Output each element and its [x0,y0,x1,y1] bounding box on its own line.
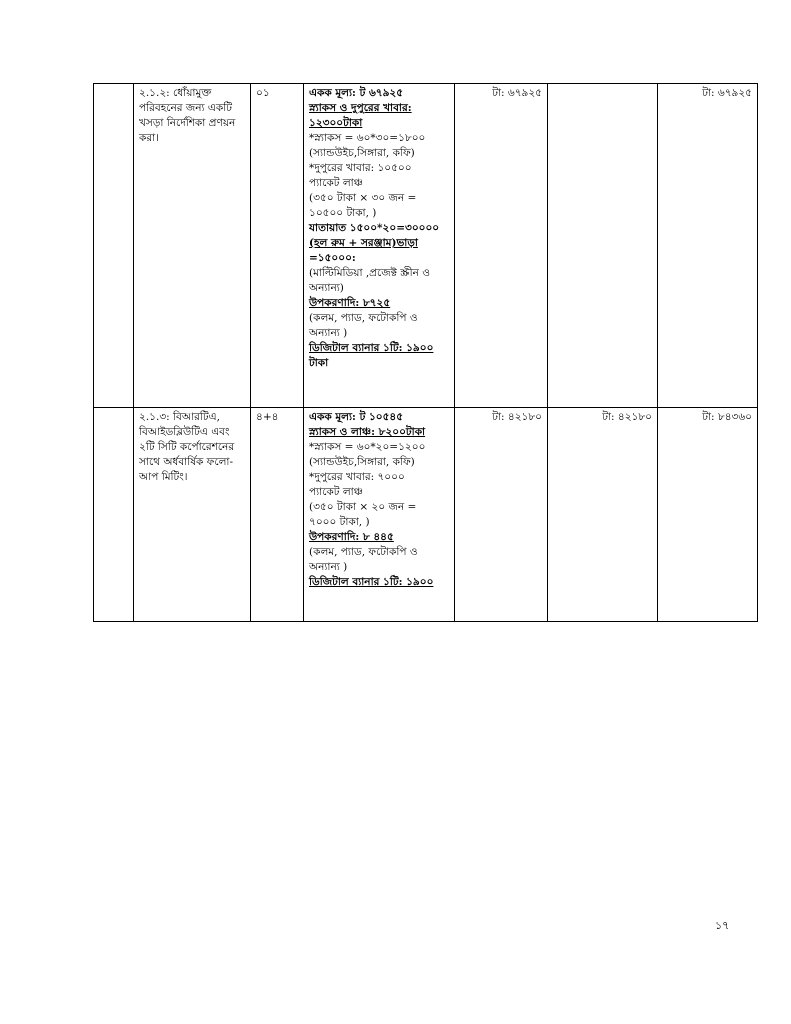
cost-line: অন্যান্য) [309,282,344,294]
cost-line: স্ন্যাকস ও লাঞ্চ: ৮২০০টাকা [309,426,426,438]
cost-line: ডিজিটাল ব্যানার ১টি: ১৯০০ [309,576,434,588]
amount-cell-2 [548,84,658,408]
cost-line: যাতায়াত ১৫০০*২০=৩০০০০ [309,222,440,234]
cost-line: ডিজিটাল ব্যানার ১টি: ১৯০০ [309,342,434,354]
cost-line: প্যাকেট লাঞ্চ [309,486,363,498]
amount-cell-2: টা: ৪২১৮০ [548,408,658,622]
cost-line: উপকরণাদি: ৮৭২৫ [309,297,391,309]
cost-line: =১৫০০০: [309,252,356,264]
activity-cell: ২.১.৩: বিআরটিএ, বিআইডব্লিউটিএ এবং ২টি সিটি কর্পোরেশনের সাথে অর্ধবার্ষিক ফলো-আপ মিটিং। [134,408,251,622]
cost-line: টাকা [309,357,329,369]
table-row [94,84,758,408]
cost-line: *স্ন্যাকস = ৬০*২০=১২০০ [309,441,426,453]
cost-line: ১০৫০০ টাকা, ) [309,207,377,219]
cost-line: একক মূল্য: ট ১০৫৪৫ [309,411,404,423]
cost-line: অন্যান্য ) [309,327,348,339]
table-row [94,408,758,622]
cost-line: ৭০০০ টাকা, ) [309,516,370,528]
serial-cell [94,408,134,622]
cost-line: (হল রুম + সরঞ্জাম)ভাড়া [309,237,418,249]
cost-line: ১২৩০০টাকা [309,117,363,129]
cost-line: উপকরণাদি: ৮ ৪৪৫ [309,531,394,543]
budget-table [93,83,758,622]
cost-line: (স্যান্ডউইচ,সিঙ্গারা, কফি) [309,147,415,159]
total-amount-cell: টা: ৬৭৯২৫ [658,84,758,408]
serial-cell [94,84,134,408]
quantity-cell: ৪+৪ [251,408,304,622]
cost-line: স্ন্যাকস ও দুপুরের খাবার: [309,102,412,114]
page-number: ১৭ [715,919,730,932]
cost-line: একক মূল্য: ট ৬৭৯২৫ [309,87,404,99]
cost-line: অন্যান্য ) [309,561,348,573]
cost-breakdown-cell [304,84,455,408]
quantity-cell: ০১ [251,84,304,408]
activity-cell: ২.১.২: ধোঁয়ামুক্ত পরিবহনের জন্য একটি খসড়া নির্দেশিকা প্রণয়ন করা। [134,84,251,408]
cost-breakdown-list [309,410,449,590]
cost-line: (৩৫০ টাকা × ৩০ জন = [309,192,417,204]
cost-breakdown-cell [304,408,455,622]
cost-line: (কলম, প্যাড, ফটোকপি ও [309,546,418,558]
cost-line: *দুপুরের খাবার: ৭০০০ [309,471,405,483]
cost-line: প্যাকেট লাঞ্চ [309,177,363,189]
cost-line: *স্ন্যাকস = ৬০*৩০=১৮০০ [309,132,426,144]
cost-line: (৩৫০ টাকা × ২০ জন = [309,501,417,513]
cost-line: *দুপুরের খাবার: ১০৫০০ [309,162,412,174]
cost-breakdown-list [309,86,449,371]
cost-line: (স্যান্ডউইচ,সিঙ্গারা, কফি) [309,456,415,468]
cost-line: (মাল্টিমিডিয়া ,প্রজেক্ট স্ক্রীন ও [309,267,430,279]
amount-cell-1: টা: ৪২১৮০ [455,408,548,622]
total-amount-cell: টা: ৮৪৩৬০ [658,408,758,622]
cost-line: (কলম, প্যাড, ফটোকপি ও [309,312,418,324]
amount-cell-1: টা: ৬৭৯২৫ [455,84,548,408]
